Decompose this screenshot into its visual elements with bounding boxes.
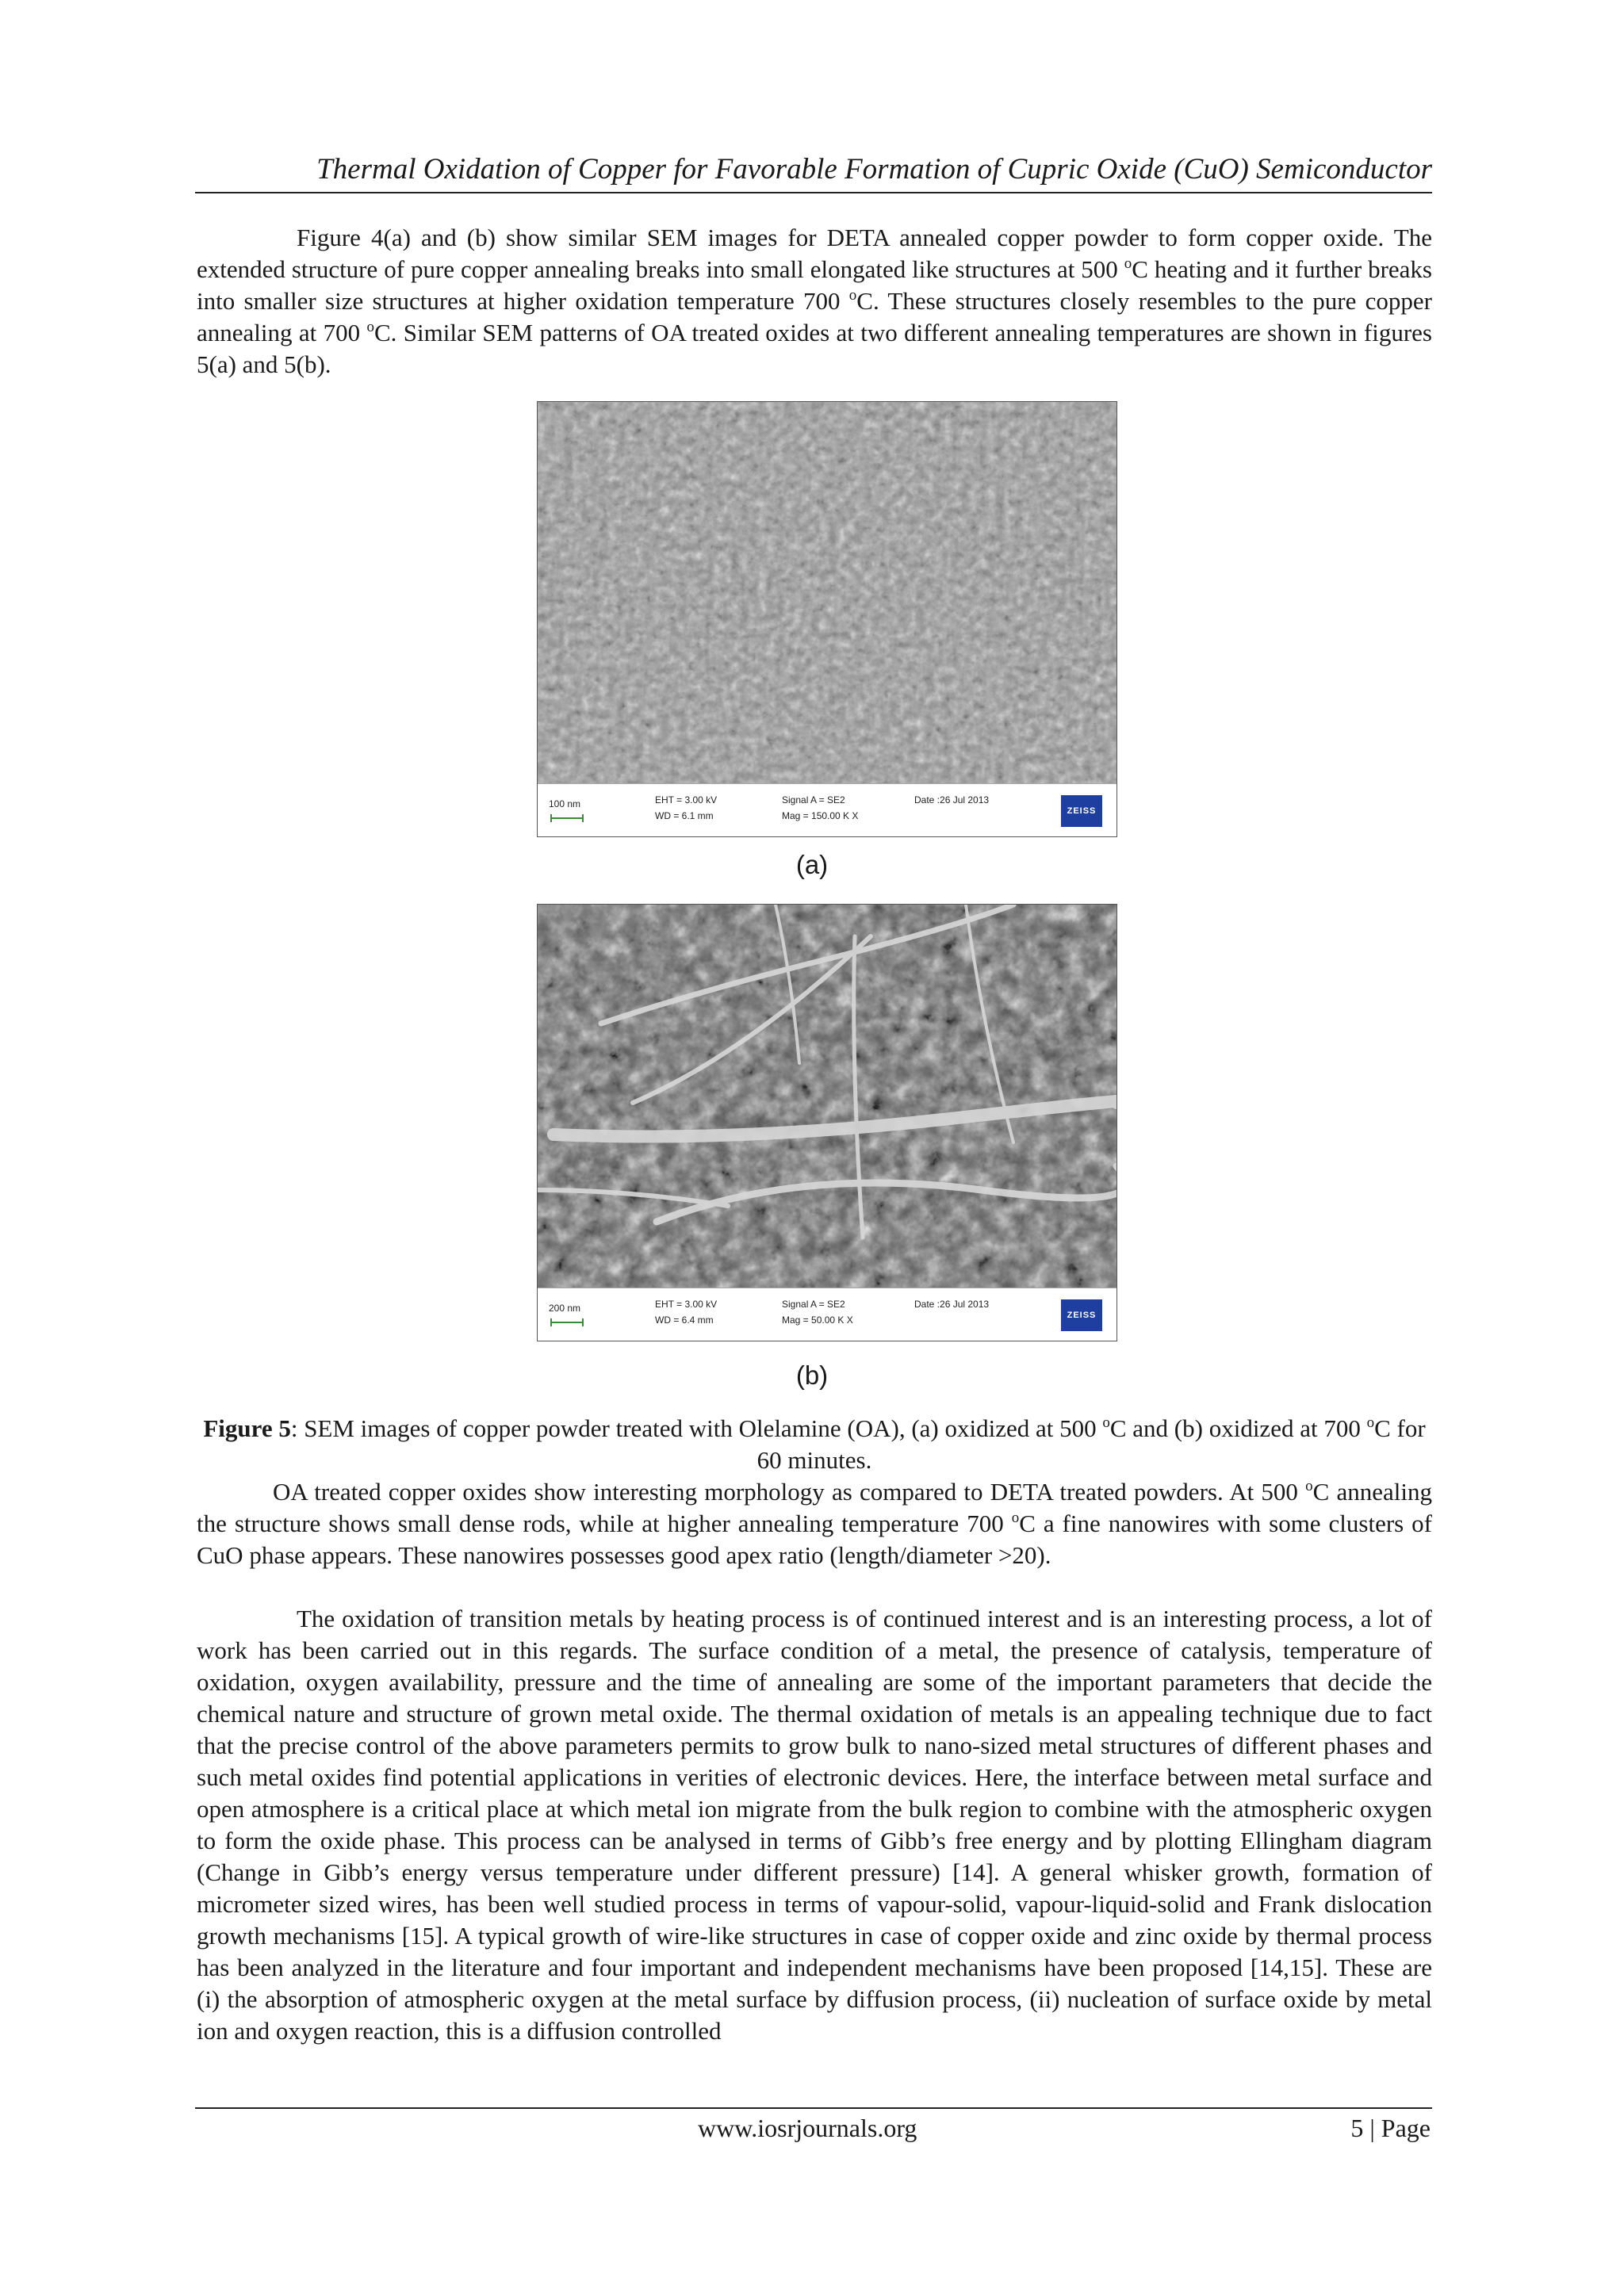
caption-text: C for 60 minutes. bbox=[756, 1414, 1426, 1474]
caption-text: C and (b) oxidized at 700 bbox=[1109, 1414, 1367, 1442]
caption-text: : SEM images of copper powder treated with Olelamine (OA), (a) oxidized at 500 bbox=[290, 1414, 1103, 1442]
subfigure-label-b: (b) bbox=[795, 1360, 829, 1390]
scale-label-a: 100 nm bbox=[549, 798, 581, 809]
paragraph-1-text: C heating and it further breaks into smaller size structures at higher oxidation temperature 700 bbox=[197, 255, 1432, 315]
paragraph-1-text: C. Similar SEM patterns of OA treated oxides at two different annealing temperatures are shown in figures 5(a) and 5(b). bbox=[197, 319, 1432, 378]
sem-image-b bbox=[537, 904, 1117, 1341]
footer-page-number: 5 | Page bbox=[1350, 2114, 1431, 2142]
footer-url: www.iosrjournals.org bbox=[698, 2114, 917, 2142]
paragraph-2-text: C a fine nanowires with some clusters of CuO phase appears. These nanowires possesses good apex ratio (length/diameter >20). bbox=[197, 1510, 1432, 1569]
scale-bar-b bbox=[550, 1318, 584, 1326]
sem-micrograph-a bbox=[538, 402, 1116, 784]
wd-b: WD = 6.4 mm bbox=[655, 1314, 714, 1326]
scale-bar-a bbox=[550, 814, 584, 822]
mag-b: Mag = 50.00 K X bbox=[782, 1314, 853, 1326]
date-a: Date :26 Jul 2013 bbox=[914, 794, 990, 806]
degree-sup: o bbox=[848, 287, 857, 304]
zeiss-logo: ZEISS bbox=[1061, 795, 1102, 827]
paragraph-1 bbox=[197, 222, 1432, 381]
degree-sup: o bbox=[1102, 1414, 1110, 1431]
signal-a: Signal A = SE2 bbox=[782, 794, 845, 806]
figure-caption bbox=[197, 1413, 1432, 1476]
wd-a: WD = 6.1 mm bbox=[655, 810, 714, 821]
degree-sup: o bbox=[1011, 1510, 1020, 1526]
paragraph-2-text: C annealing the structure shows small dense rods, while at higher annealing temperature 700 bbox=[197, 1478, 1432, 1537]
paragraph-3: The oxidation of transition metals by heating process is of continued interest and is an interesting process, a lot of work has been carried out in this regards. The surface condition of a metal, the presence of catalysis, temperature of oxidation, oxygen availability, pressure and the time of annealing are some of the important parameters that decide the chemical nature and structure of grown metal oxide. The thermal oxidation of metals is an appealing technique due to fact that the precise control of the above parameters permits to grow bulk to nano-sized metal structures of different phases and such metal oxides find potential applications in verities of electronic devices. Here, the interface between metal surface and open atmosphere is a critical place at which metal ion migrate from the bulk region to combine with the atmospheric oxygen to form the oxide phase. This process can be analysed in terms of Gibb’s free energy and by plotting Ellingham diagram (Change in Gibb’s energy versus temperature under different pressure) [14]. A general whisker growth, formation of micrometer sized wires, has been well studied process in terms of vapour-solid, vapour-liquid-solid and Frank dislocation growth mechanisms [15]. A typical growth of wire-like structures in case of copper oxide and zinc oxide by thermal process has been analyzed in the literature and four important and independent mechanisms have been proposed [14,15]. These are (i) the absorption of atmospheric oxygen at the metal surface by diffusion process, (ii) nucleation of surface oxide by metal ion and oxygen reaction, this is a diffusion controlled bbox=[197, 1605, 1432, 2045]
date-b: Date :26 Jul 2013 bbox=[914, 1299, 990, 1310]
mag-a: Mag = 150.00 K X bbox=[782, 810, 859, 821]
sem-micrograph-b bbox=[538, 905, 1116, 1288]
paragraph-1-text: Figure 4(a) and (b) show similar SEM images for DETA annealed copper powder to form copper oxide. The extended structure of pure copper annealing breaks into small elongated like structures at 500 bbox=[197, 224, 1432, 283]
header-rule bbox=[195, 192, 1432, 193]
sem-info-bar-a bbox=[538, 783, 1116, 836]
zeiss-logo: ZEISS bbox=[1061, 1299, 1102, 1331]
degree-sup: o bbox=[1124, 255, 1132, 272]
caption-label: Figure 5 bbox=[203, 1414, 291, 1442]
paragraph-2 bbox=[197, 1476, 1432, 1571]
paragraph-1-text: C. These structures closely resembles to the pure copper annealing at 700 bbox=[197, 287, 1432, 346]
subfigure-label-a: (a) bbox=[795, 850, 829, 879]
footer-rule bbox=[195, 2107, 1432, 2109]
sem-info-bar-b bbox=[538, 1288, 1116, 1341]
scale-label-b: 200 nm bbox=[549, 1303, 581, 1314]
degree-sup: o bbox=[1366, 1414, 1375, 1431]
eht-b: EHT = 3.00 kV bbox=[655, 1299, 718, 1310]
degree-sup: o bbox=[366, 319, 374, 335]
page-header-title: Thermal Oxidation of Copper for Favorable Formation of Cupric Oxide (CuO) Semiconductor bbox=[316, 153, 1432, 186]
eht-a: EHT = 3.00 kV bbox=[655, 794, 718, 806]
degree-sup: o bbox=[1305, 1478, 1313, 1494]
paragraph-2-text: OA treated copper oxides show interesting morphology as compared to DETA treated powders. At 500 bbox=[273, 1478, 1306, 1506]
signal-b: Signal A = SE2 bbox=[782, 1299, 845, 1310]
sem-image-a bbox=[537, 401, 1117, 837]
